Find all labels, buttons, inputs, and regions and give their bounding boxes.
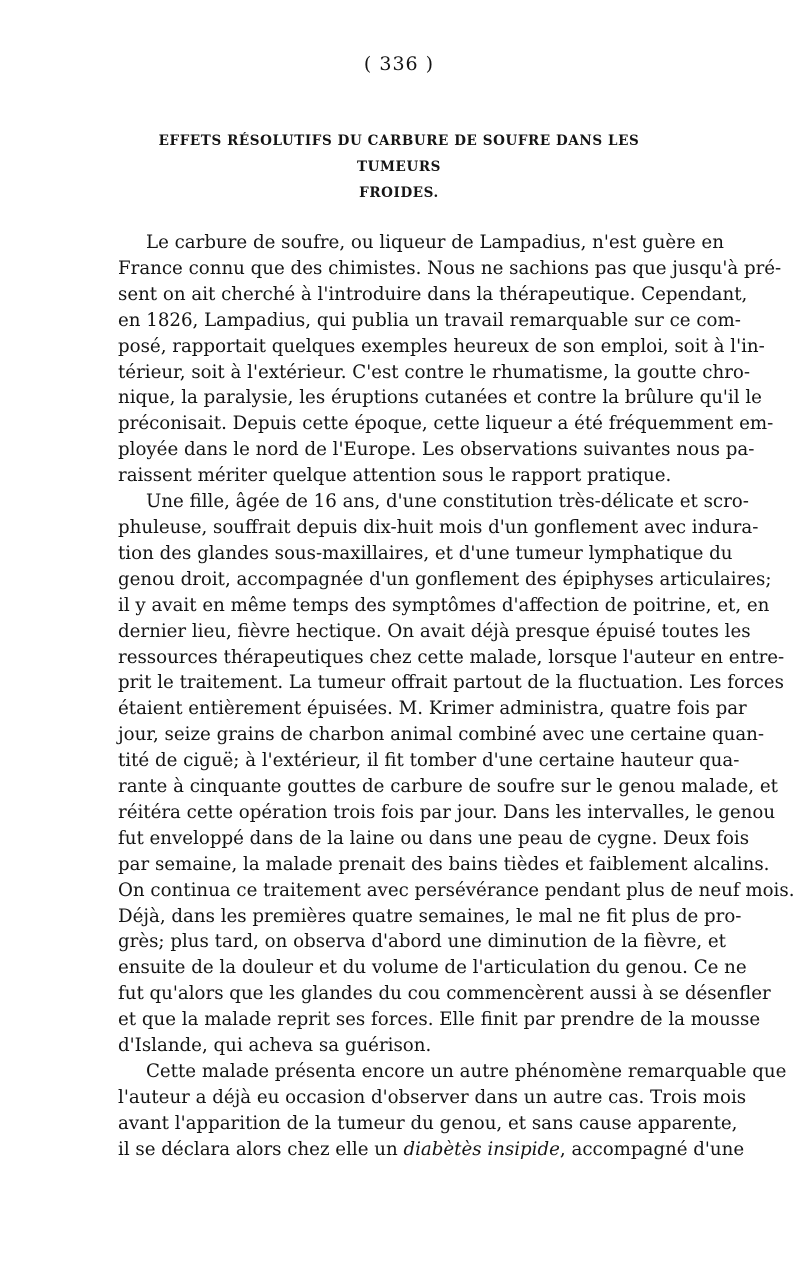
text-line: phuleuse, souffrait depuis dix-huit mois d'un gonflement avec indura- — [118, 516, 759, 538]
section-heading — [118, 128, 680, 206]
text-line: préconisait. Depuis cette époque, cette liqueur a été fréquemment em- — [118, 413, 774, 435]
text-line: ployée dans le nord de l'Europe. Les observations suivantes nous pa- — [118, 439, 755, 461]
text-line: grès; plus tard, on observa d'abord une diminution de la fièvre, et — [118, 931, 726, 953]
text-line: France connu que des chimistes. Nous ne sachions pas que jusqu'à pré- — [118, 257, 782, 279]
text-line: tion des glandes sous-maxillaires, et d'une tumeur lymphatique du — [118, 542, 733, 564]
text-line: Cette malade présenta encore un autre phénomène remarquable que — [146, 1061, 787, 1082]
text-line: fut qu'alors que les glandes du cou commencèrent aussi à se désenfler — [118, 983, 771, 1005]
document-page — [118, 52, 795, 1163]
page-number: ( 336 ) — [363, 53, 435, 75]
text-line: jour, seize grains de charbon animal combiné avec une certaine quan- — [118, 724, 765, 746]
text-line: sent on ait cherché à l'introduire dans la thérapeutique. Cependant, — [118, 283, 748, 305]
text-line: Une fille, âgée de 16 ans, d'une constitution très-délicate et scro- — [146, 491, 749, 513]
text-line: Déjà, dans les premières quatre semaines, le mal ne fit plus de pro- — [118, 905, 742, 927]
text-line: ressources thérapeutiques chez cette malade, lorsque l'auteur en entre- — [118, 646, 785, 668]
text-line: nique, la paralysie, les éruptions cutanées et contre la brûlure qu'il le — [118, 387, 762, 409]
text-segment: , accompagné d'une — [559, 1138, 745, 1160]
text-line: tité de ciguë; à l'extérieur, il fit tomber d'une certaine hauteur qua- — [118, 750, 740, 772]
text-line: rante à cinquante gouttes de carbure de soufre sur le genou malade, et — [118, 776, 778, 798]
paragraph-1 — [118, 230, 782, 489]
text-line: d'Islande, qui acheva sa guérison. — [118, 1035, 432, 1057]
section-heading-line-2: FROIDES. — [359, 185, 439, 201]
text-line: étaient entièrement épuisées. M. Krimer administra, quatre fois par — [118, 698, 747, 720]
text-line: il y avait en même temps des symptômes d'affection de poitrine, et, en — [118, 594, 770, 616]
text-line: On continua ce traitement avec persévérance pendant plus de neuf mois. — [118, 879, 795, 901]
text-line: fut enveloppé dans de la laine ou dans une peau de cygne. Deux fois — [118, 827, 750, 849]
text-line: en 1826, Lampadius, qui publia un travail remarquable sur ce com- — [118, 309, 741, 331]
text-line: ensuite de la douleur et du volume de l'articulation du genou. Ce ne — [118, 957, 747, 979]
text-line: l'auteur a déjà eu occasion d'observer dans un autre cas. Trois mois — [118, 1086, 747, 1108]
text-line — [118, 1137, 745, 1163]
text-line: térieur, soit à l'extérieur. C'est contre le rhumatisme, la goutte chro- — [118, 361, 750, 383]
text-line: Le carbure de soufre, ou liqueur de Lampadius, n'est guère en — [146, 232, 724, 253]
text-line: prit le traitement. La tumeur offrait partout de la fluctuation. Les forces — [118, 672, 784, 694]
text-line: raissent mériter quelque attention sous le rapport pratique. — [118, 465, 672, 487]
paragraph-2 — [118, 489, 795, 1059]
text-segment: il se déclara alors chez elle un — [118, 1138, 404, 1160]
text-line: et que la malade reprit ses forces. Elle finit par prendre de la mousse — [118, 1009, 761, 1031]
text-line: réitéra cette opération trois fois par jour. Dans les intervalles, le genou — [118, 801, 776, 823]
section-heading-line-1: EFFETS RÉSOLUTIFS DU CARBURE DE SOUFRE DANS LES TUMEURS — [158, 133, 640, 175]
text-line: genou droit, accompagnée d'un gonflement des épiphyses articulaires; — [118, 568, 772, 590]
italic-term: diabètès insipide — [403, 1138, 560, 1160]
text-line: dernier lieu, fièvre hectique. On avait déjà presque épuisé toutes les — [118, 620, 751, 642]
text-line: posé, rapportait quelques exemples heureux de son emploi, soit à l'in- — [118, 335, 765, 357]
paragraph-3 — [118, 1059, 787, 1163]
text-line: avant l'apparition de la tumeur du genou, et sans cause apparente, — [118, 1112, 738, 1134]
text-line: par semaine, la malade prenait des bains tièdes et faiblement alcalins. — [118, 853, 770, 875]
